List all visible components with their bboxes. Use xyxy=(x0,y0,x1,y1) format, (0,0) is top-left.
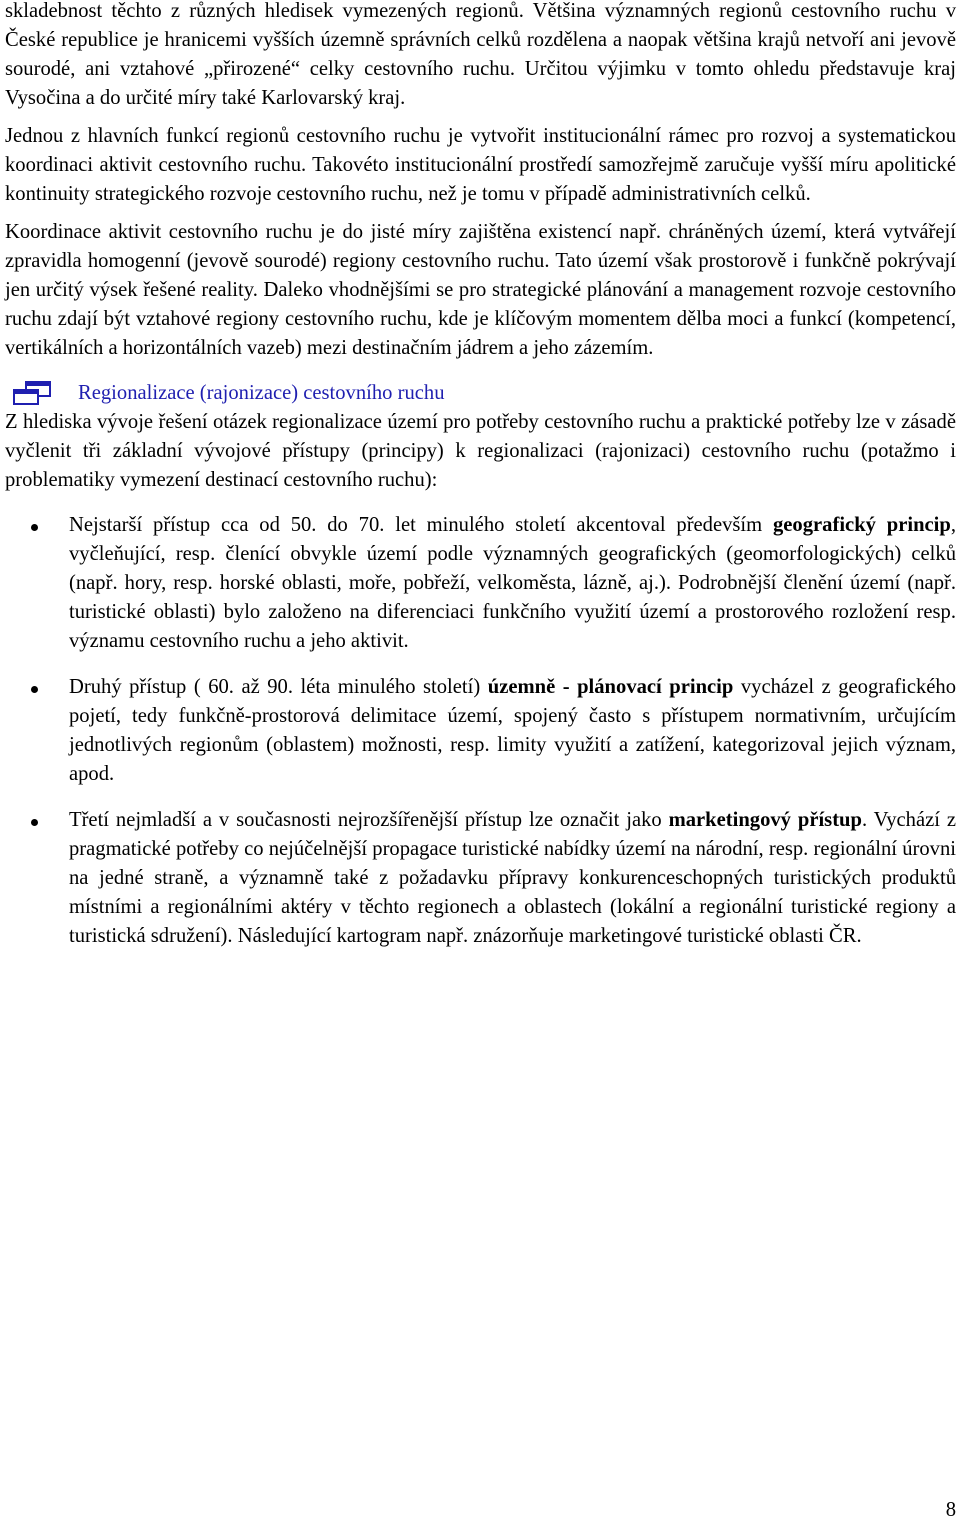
bullet-icon xyxy=(31,819,38,826)
list-item: Druhý přístup ( 60. až 90. léta minulého století) územně - plánovací princip vycházel z geografického pojetí, tedy funkčně-prostorová delimitace území, spojený často s přístupem normativním, určujícím jednotlivých regionům (oblastem) možnosti, resp. limity využití a zatížení, kategorizoval jejich význam, apod. xyxy=(5,673,956,789)
list-item: Třetí nejmladší a v současnosti nejrozšířenější přístup lze označit jako marketingový přístup. Vychází z pragmatické potřeby co nejúčelnější propagace turistické nabídky území na národní, resp. regionální úrovni na jedné straně, a významně také z požadavku přípravy konkurenceschopných turistických produktů místními a regionálními aktéry v těchto regionech a oblastech (lokální a regionální turistické regiony a turistická sdružení). Následující kartogram např. znázorňuje marketingové turistické oblasti ČR. xyxy=(5,806,956,951)
list-item: Nejstarší přístup cca od 50. do 70. let minulého století akcentoval především geografický princip, vyčleňující, resp. členící obvykle území podle významných geografických (geomorfologických) celků (např. hory, resp. horské oblasti, moře, pobřeží, velkoměsta, lázně, aj.). Podrobnější členění území (např. turistické oblasti) bylo založeno na diferenciaci funkčního využití území a prostorového rozložení resp. významu cestovního ruchu a jeho aktivit. xyxy=(5,511,956,656)
principle-term: marketingový přístup xyxy=(668,809,862,831)
section-heading xyxy=(5,379,956,408)
paragraph-institutional-framework: Jednou z hlavních funkcí regionů cestovního ruchu je vytvořit institucionální rámec pro rozvoj a systematickou koordinaci aktivit cestovního ruchu. Takovéto institucionální prostředí samozřejmě zaručuje vyšší míru apolitické kontinuity strategického rozvoje cestovního ruchu, než je tomu v případě administrativních celků. xyxy=(5,125,956,205)
bullet-icon xyxy=(31,524,38,531)
page-number: 8 xyxy=(945,1499,956,1521)
window-overlap-icon xyxy=(8,379,58,408)
document-page xyxy=(5,0,956,968)
paragraph-regions-intro: skladebnost těchto z různých hledisek vymezených regionů. Většina významných regionů cestovního ruchu v České republice je hranicemi vyšších územně správních celků rozdělena a naopak většina krajů netvoří ani jevově sourodé, ani vztahové „přirozené“ celky cestovního ruchu. Určitou výjimku v tomto ohledu představuje kraj Vysočina a do určité míry také Karlovarský kraj. xyxy=(5,0,956,109)
section-intro: Z hlediska vývoje řešení otázek regionalizace území pro potřeby cestovního ruchu a praktické potřeby lze v zásadě vyčlenit tři základní vývojové přístupy (principy) k regionalizaci (rajonizaci) cestovního ruchu (potažmo i problematiky vymezení destinací cestovního ruchu): xyxy=(5,411,956,491)
bullet-icon xyxy=(31,686,38,693)
approaches-list xyxy=(5,511,956,951)
paragraph-coordination: Koordinace aktivit cestovního ruchu je do jisté míry zajištěna existencí např. chráněných území, která vytvářejí zpravidla homogenní (jevově sourodé) regiony cestovního ruchu. Tato území však prostorově i funkčně pokrývají jen určitý výsek řešené reality. Daleko vhodnějšími se pro strategické plánování a management rozvoje cestovního ruchu zdají být vztahové regiony cestovního ruchu, kde je klíčovým momentem dělba moci a funkcí (kompetencí, vertikálních a horizontálních vazeb) mezi destinačním jádrem a jeho zázemím. xyxy=(5,221,956,359)
principle-term: územně - plánovací princip xyxy=(487,676,734,698)
section-title: Regionalizace (rajonizace) cestovního ruchu xyxy=(78,382,445,404)
principle-term: geografický princip xyxy=(773,514,951,536)
